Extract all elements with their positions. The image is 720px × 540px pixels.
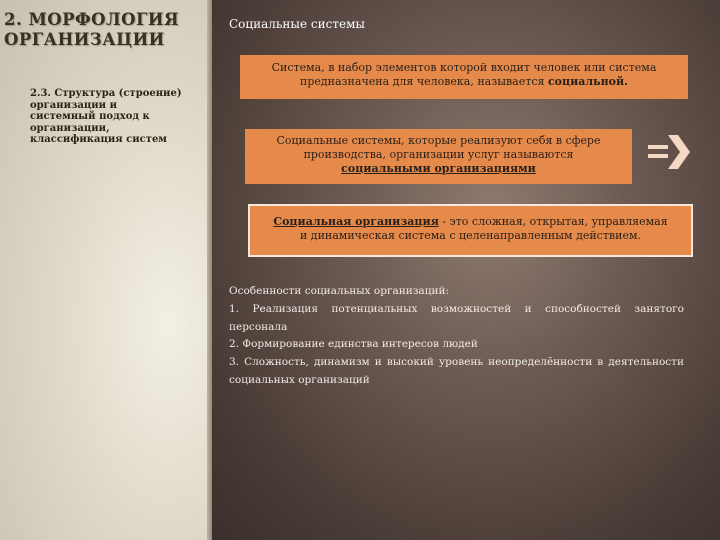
definition-text: - это сложная, открытая, управляемая и динамическая система с целенаправленным действием. bbox=[299, 215, 668, 242]
features-list bbox=[229, 283, 684, 390]
section-title: 2. МОРФОЛОГИЯ ОРГАНИЗАЦИИ bbox=[4, 10, 180, 49]
left-panel bbox=[0, 0, 210, 540]
feature-item: 1. Реализация потенциальных возможностей и способностей занятого персонала bbox=[229, 302, 684, 333]
slide-title: Социальные системы bbox=[229, 17, 365, 31]
features-heading: Особенности социальных организаций: bbox=[229, 285, 449, 297]
definition-emphasis: Социальная организация bbox=[273, 215, 439, 228]
definition-box-social-organization bbox=[248, 204, 693, 257]
definition-box-social-system bbox=[240, 55, 688, 99]
definition-emphasis: социальной. bbox=[547, 75, 628, 88]
definition-text: Социальные системы, которые реализуют себя в сфере производства, организации услуг называются bbox=[276, 134, 601, 161]
double-line-chevron-right-icon bbox=[646, 132, 694, 172]
feature-item: 2. Формирование единства интересов людей bbox=[229, 338, 478, 351]
feature-item: 3. Сложность, динамизм и высокий уровень неопределённости в деятельности социальных организаций bbox=[229, 356, 684, 386]
definition-emphasis: социальными организациями bbox=[341, 162, 536, 175]
definition-box-social-organizations bbox=[245, 129, 632, 184]
definition-text: Система, в набор элементов которой входит человек или система предназначена для человека, называется bbox=[271, 61, 657, 88]
subtopic-text: 2.3. Структура (строение) организации и системный подход к организации, классификация систем bbox=[30, 88, 182, 145]
